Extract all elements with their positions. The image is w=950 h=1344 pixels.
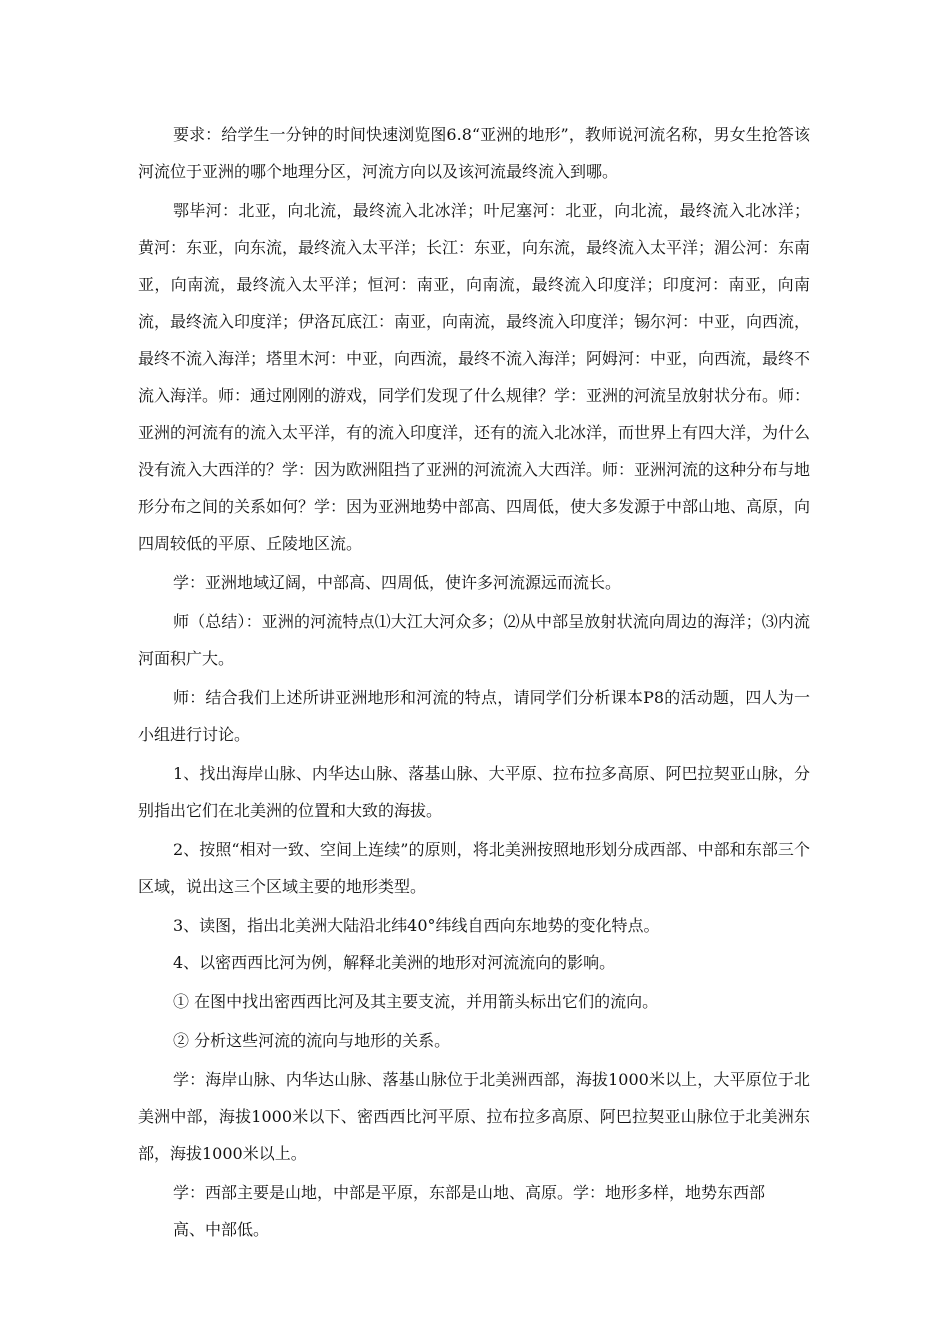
paragraph-requirement: 要求：给学生一分钟的时间快速浏览图6.8“亚洲的地形”，教师说河流名称，男女生抢答该河流位于亚洲的哪个地理分区，河流方向以及该河流最终流入到哪。: [138, 125, 810, 181]
activity-subquestion-2: ② 分析这些河流的流向与地形的关系。: [173, 1031, 451, 1050]
activity-subquestion-1: ① 在图中找出密西西比河及其主要支流，并用箭头标出它们的流向。: [173, 992, 659, 1011]
paragraph-student-answer: 学：亚洲地域辽阔，中部高、四周低，使许多河流源远而流长。: [173, 573, 622, 592]
activity-question-4: 4、以密西西比河为例，解释北美洲的地形对河流流向的影响。: [173, 953, 616, 972]
paragraph-asia-rivers: 鄂毕河：北亚，向北流，最终流入北冰洋；叶尼塞河：北亚，向北流，最终流入北冰洋；黄河：东亚，向东流，最终流入太平洋；长江：东亚，向东流，最终流入太平洋；湄公河：东南亚，向南流，最终流入太平洋；恒河：南亚，向南流，最终流入印度洋；印度河：南亚，向南流，最终流入印度洋；伊洛瓦底江：南亚，向南流，最终流入印度洋；锡尔河：中亚，向西流，最终不流入海洋；塔里木河：中亚，向西流，最终不流入海洋；阿姆河：中亚，向西流，最终不流入海洋。师：通过刚刚的游戏，同学们发现了什么规律？学：亚洲的河流呈放射状分布。师：亚洲的河流有的流入太平洋，有的流入印度洋，还有的流入北冰洋，而世界上有四大洋，为什么没有流入大西洋的？学：因为欧洲阻挡了亚洲的河流流入大西洋。师：亚洲河流的这种分布与地形分布之间的关系如何？学：因为亚洲地势中部高、四周低，使大多发源于中部山地、高原，向四周较低的平原、丘陵地区流。: [138, 201, 811, 553]
activity-question-1: 1、找出海岸山脉、内华达山脉、落基山脉、大平原、拉布拉多高原、阿巴拉契亚山脉，分别指出它们在北美洲的位置和大致的海拔。: [138, 764, 810, 820]
document-body: [138, 116, 810, 1248]
activity-question-2: 2、按照“相对一致、空间上连续”的原则，将北美洲按照地形划分成西部、中部和东部三个区域，说出这三个区域主要的地形类型。: [138, 840, 810, 896]
paragraph-activity-intro: 师：结合我们上述所讲亚洲地形和河流的特点，请同学们分析课本P8的活动题，四人为一小组进行讨论。: [138, 688, 810, 744]
paragraph-student-terrain-answer: 学：西部主要是山地，中部是平原，东部是山地、高原。学：地形多样，地势东西部: [173, 1183, 766, 1202]
paragraph-teacher-summary: 师（总结）：亚洲的河流特点⑴大江大河众多；⑵从中部呈放射状流向周边的海洋；⑶内流河面积广大。: [138, 612, 810, 668]
activity-question-3: 3、读图，指出北美洲大陆沿北纬40°纬线自西向东地势的变化特点。: [173, 916, 660, 935]
paragraph-student-terrain-answer-continued: 高、中部低。: [173, 1220, 270, 1239]
paragraph-student-location-answer: 学：海岸山脉、内华达山脉、落基山脉位于北美洲西部，海拔1000米以上，大平原位于北美洲中部，海拔1000米以下、密西西比河平原、拉布拉多高原、阿巴拉契亚山脉位于北美洲东部，海拔1000米以上。: [138, 1070, 810, 1163]
